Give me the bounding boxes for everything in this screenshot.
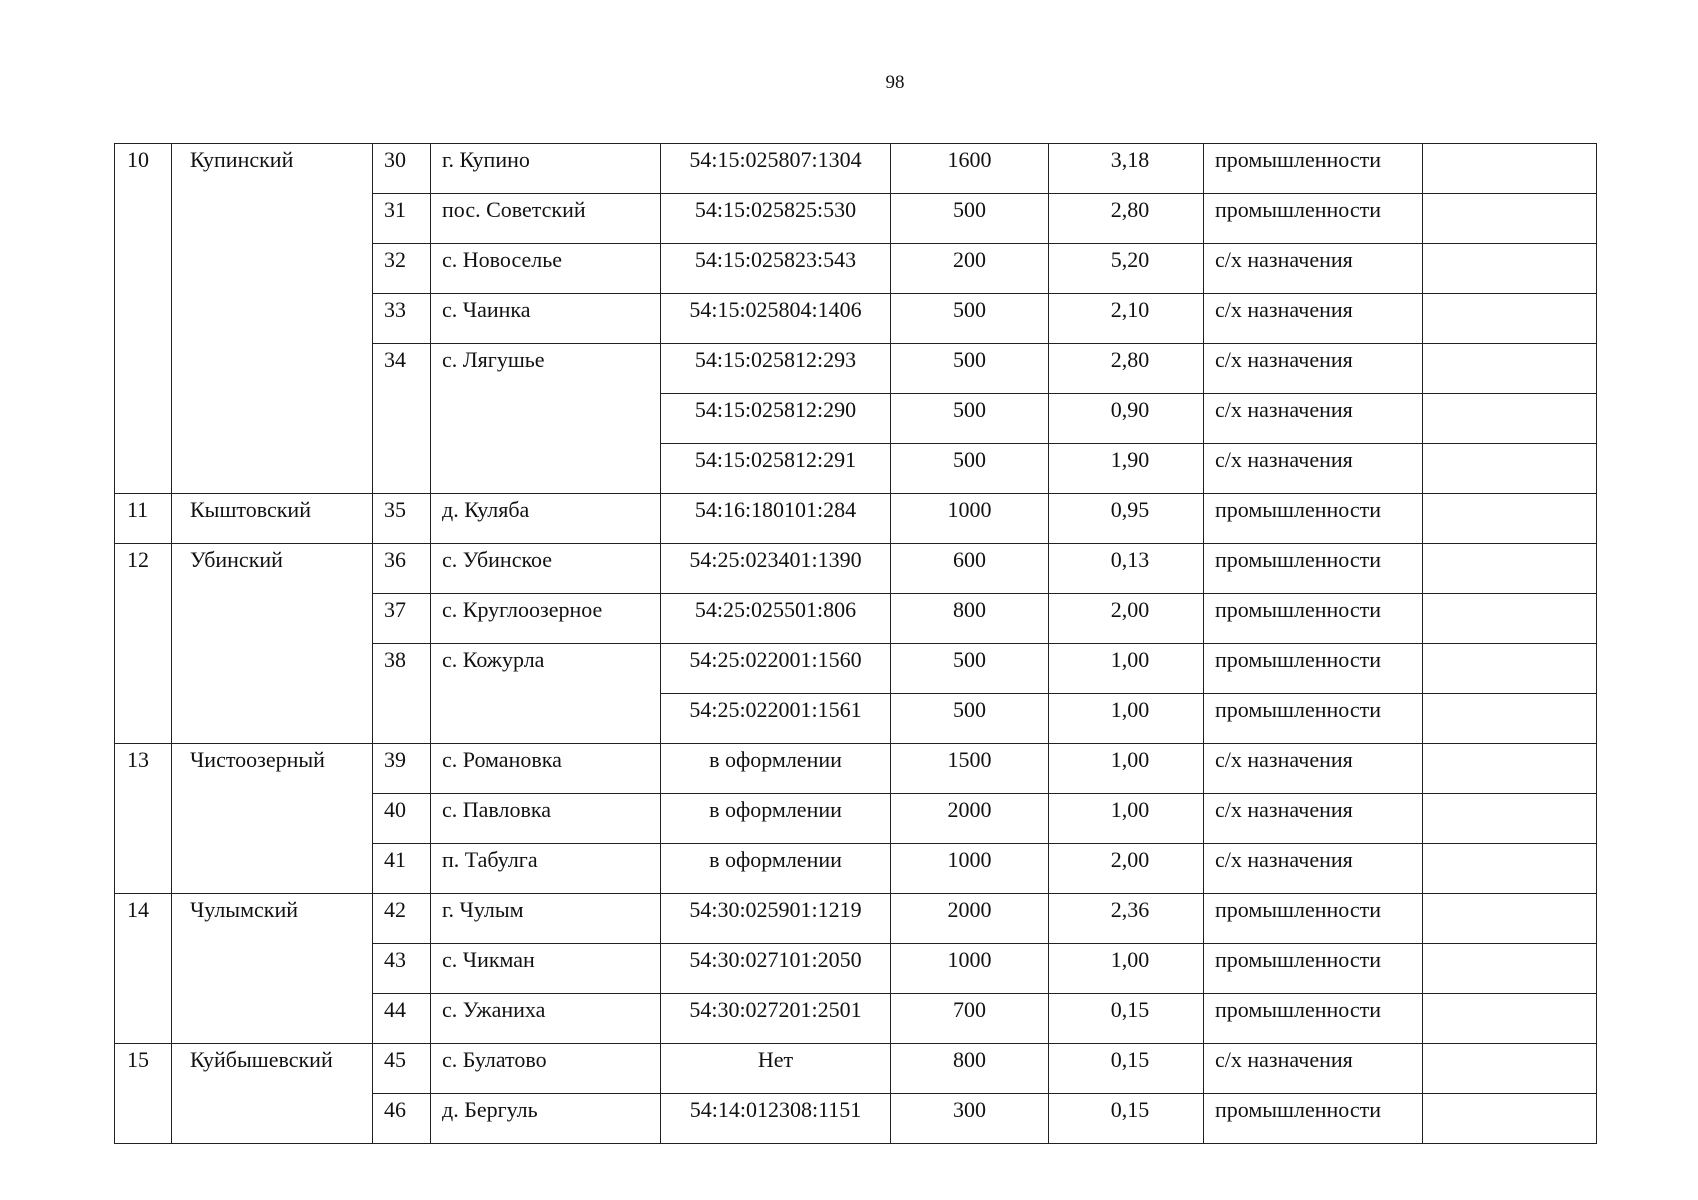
land-category-cell: промышленности: [1204, 144, 1423, 194]
settlement-cell: с. Кожурла: [431, 644, 661, 744]
note-cell: [1423, 494, 1597, 544]
district-cell: Куйбышевский: [172, 1044, 373, 1144]
note-cell: [1423, 794, 1597, 844]
area-cell: 1000: [891, 844, 1049, 894]
site-number-cell: 46: [373, 1094, 431, 1144]
site-number-cell: 35: [373, 494, 431, 544]
site-number-cell: 45: [373, 1044, 431, 1094]
distance-cell: 0,15: [1049, 1094, 1204, 1144]
distance-cell: 5,20: [1049, 244, 1204, 294]
settlement-cell: пос. Советский: [431, 194, 661, 244]
area-cell: 500: [891, 294, 1049, 344]
settlement-cell: с. Павловка: [431, 794, 661, 844]
land-category-cell: промышленности: [1204, 544, 1423, 594]
settlement-cell: с. Круглоозерное: [431, 594, 661, 644]
land-category-cell: с/х назначения: [1204, 1044, 1423, 1094]
site-number-cell: 43: [373, 944, 431, 994]
note-cell: [1423, 944, 1597, 994]
distance-cell: 0,13: [1049, 544, 1204, 594]
land-category-cell: промышленности: [1204, 944, 1423, 994]
table-row: [115, 144, 1597, 194]
note-cell: [1423, 444, 1597, 494]
area-cell: 2000: [891, 794, 1049, 844]
land-category-cell: с/х назначения: [1204, 794, 1423, 844]
site-number-cell: 40: [373, 794, 431, 844]
distance-cell: 1,00: [1049, 744, 1204, 794]
table-row: [115, 744, 1597, 794]
area-cell: 500: [891, 694, 1049, 744]
land-category-cell: промышленности: [1204, 894, 1423, 944]
row-number-cell: 15: [115, 1044, 172, 1144]
distance-cell: 0,15: [1049, 1044, 1204, 1094]
district-cell: Кыштовский: [172, 494, 373, 544]
cadastral-number-cell: в оформлении: [661, 794, 891, 844]
cadastral-number-cell: 54:30:027201:2501: [661, 994, 891, 1044]
area-cell: 1000: [891, 494, 1049, 544]
note-cell: [1423, 744, 1597, 794]
land-category-cell: промышленности: [1204, 994, 1423, 1044]
land-category-cell: с/х назначения: [1204, 394, 1423, 444]
distance-cell: 0,15: [1049, 994, 1204, 1044]
distance-cell: 1,00: [1049, 694, 1204, 744]
settlement-cell: с. Убинское: [431, 544, 661, 594]
cadastral-number-cell: 54:25:022001:1561: [661, 694, 891, 744]
settlement-cell: д. Бергуль: [431, 1094, 661, 1144]
settlement-cell: с. Булатово: [431, 1044, 661, 1094]
cadastral-number-cell: 54:15:025804:1406: [661, 294, 891, 344]
area-cell: 300: [891, 1094, 1049, 1144]
settlement-cell: с. Романовка: [431, 744, 661, 794]
page-number: 98: [885, 72, 905, 93]
area-cell: 600: [891, 544, 1049, 594]
settlement-cell: с. Чаинка: [431, 294, 661, 344]
settlement-cell: с. Новоселье: [431, 244, 661, 294]
site-number-cell: 42: [373, 894, 431, 944]
table-row: [115, 494, 1597, 544]
note-cell: [1423, 644, 1597, 694]
land-category-cell: промышленности: [1204, 194, 1423, 244]
note-cell: [1423, 994, 1597, 1044]
note-cell: [1423, 694, 1597, 744]
area-cell: 500: [891, 344, 1049, 394]
cadastral-number-cell: 54:25:025501:806: [661, 594, 891, 644]
distance-cell: 1,00: [1049, 794, 1204, 844]
note-cell: [1423, 194, 1597, 244]
site-number-cell: 38: [373, 644, 431, 744]
land-category-cell: промышленности: [1204, 694, 1423, 744]
row-number-cell: 13: [115, 744, 172, 894]
distance-cell: 2,00: [1049, 594, 1204, 644]
row-number-cell: 12: [115, 544, 172, 744]
table-row: [115, 894, 1597, 944]
table-row: [115, 1044, 1597, 1094]
row-number-cell: 14: [115, 894, 172, 1044]
site-number-cell: 37: [373, 594, 431, 644]
area-cell: 500: [891, 444, 1049, 494]
land-category-cell: с/х назначения: [1204, 744, 1423, 794]
note-cell: [1423, 594, 1597, 644]
area-cell: 500: [891, 394, 1049, 444]
cadastral-number-cell: Нет: [661, 1044, 891, 1094]
district-cell: Купинский: [172, 144, 373, 494]
land-category-cell: промышленности: [1204, 594, 1423, 644]
distance-cell: 3,18: [1049, 144, 1204, 194]
settlement-cell: г. Купино: [431, 144, 661, 194]
cadastral-number-cell: 54:15:025812:291: [661, 444, 891, 494]
note-cell: [1423, 244, 1597, 294]
area-cell: 1500: [891, 744, 1049, 794]
distance-cell: 0,90: [1049, 394, 1204, 444]
distance-cell: 2,80: [1049, 194, 1204, 244]
land-category-cell: промышленности: [1204, 644, 1423, 694]
note-cell: [1423, 394, 1597, 444]
cadastral-number-cell: 54:14:012308:1151: [661, 1094, 891, 1144]
land-category-cell: с/х назначения: [1204, 244, 1423, 294]
distance-cell: 1,90: [1049, 444, 1204, 494]
area-cell: 800: [891, 594, 1049, 644]
settlement-cell: п. Табулга: [431, 844, 661, 894]
land-category-cell: промышленности: [1204, 494, 1423, 544]
cadastral-number-cell: 54:15:025812:290: [661, 394, 891, 444]
area-cell: 500: [891, 194, 1049, 244]
note-cell: [1423, 1094, 1597, 1144]
area-cell: 2000: [891, 894, 1049, 944]
sites-table: [114, 143, 1597, 1144]
cadastral-number-cell: 54:16:180101:284: [661, 494, 891, 544]
cadastral-number-cell: 54:15:025807:1304: [661, 144, 891, 194]
area-cell: 1600: [891, 144, 1049, 194]
district-cell: Чистоозерный: [172, 744, 373, 894]
land-category-cell: с/х назначения: [1204, 844, 1423, 894]
note-cell: [1423, 344, 1597, 394]
table-row: [115, 544, 1597, 594]
cadastral-number-cell: в оформлении: [661, 844, 891, 894]
distance-cell: 1,00: [1049, 644, 1204, 694]
distance-cell: 2,10: [1049, 294, 1204, 344]
settlement-cell: с. Чикман: [431, 944, 661, 994]
area-cell: 700: [891, 994, 1049, 1044]
settlement-cell: д. Куляба: [431, 494, 661, 544]
row-number-cell: 10: [115, 144, 172, 494]
distance-cell: 0,95: [1049, 494, 1204, 544]
distance-cell: 2,00: [1049, 844, 1204, 894]
site-number-cell: 36: [373, 544, 431, 594]
site-number-cell: 33: [373, 294, 431, 344]
land-category-cell: промышленности: [1204, 1094, 1423, 1144]
district-cell: Чулымский: [172, 894, 373, 1044]
note-cell: [1423, 844, 1597, 894]
cadastral-number-cell: 54:15:025812:293: [661, 344, 891, 394]
note-cell: [1423, 294, 1597, 344]
site-number-cell: 34: [373, 344, 431, 494]
note-cell: [1423, 144, 1597, 194]
cadastral-number-cell: 54:25:023401:1390: [661, 544, 891, 594]
area-cell: 800: [891, 1044, 1049, 1094]
note-cell: [1423, 1044, 1597, 1094]
distance-cell: 2,36: [1049, 894, 1204, 944]
distance-cell: 1,00: [1049, 944, 1204, 994]
cadastral-number-cell: 54:30:025901:1219: [661, 894, 891, 944]
cadastral-number-cell: 54:25:022001:1560: [661, 644, 891, 694]
site-number-cell: 41: [373, 844, 431, 894]
site-number-cell: 44: [373, 994, 431, 1044]
site-number-cell: 30: [373, 144, 431, 194]
cadastral-number-cell: 54:15:025823:543: [661, 244, 891, 294]
land-category-cell: с/х назначения: [1204, 294, 1423, 344]
row-number-cell: 11: [115, 494, 172, 544]
note-cell: [1423, 894, 1597, 944]
cadastral-number-cell: 54:30:027101:2050: [661, 944, 891, 994]
settlement-cell: г. Чулым: [431, 894, 661, 944]
site-number-cell: 32: [373, 244, 431, 294]
area-cell: 1000: [891, 944, 1049, 994]
land-category-cell: с/х назначения: [1204, 344, 1423, 394]
land-category-cell: с/х назначения: [1204, 444, 1423, 494]
site-number-cell: 31: [373, 194, 431, 244]
distance-cell: 2,80: [1049, 344, 1204, 394]
site-number-cell: 39: [373, 744, 431, 794]
cadastral-number-cell: в оформлении: [661, 744, 891, 794]
settlement-cell: с. Лягушье: [431, 344, 661, 494]
area-cell: 500: [891, 644, 1049, 694]
area-cell: 200: [891, 244, 1049, 294]
district-cell: Убинский: [172, 544, 373, 744]
note-cell: [1423, 544, 1597, 594]
cadastral-number-cell: 54:15:025825:530: [661, 194, 891, 244]
settlement-cell: с. Ужаниха: [431, 994, 661, 1044]
